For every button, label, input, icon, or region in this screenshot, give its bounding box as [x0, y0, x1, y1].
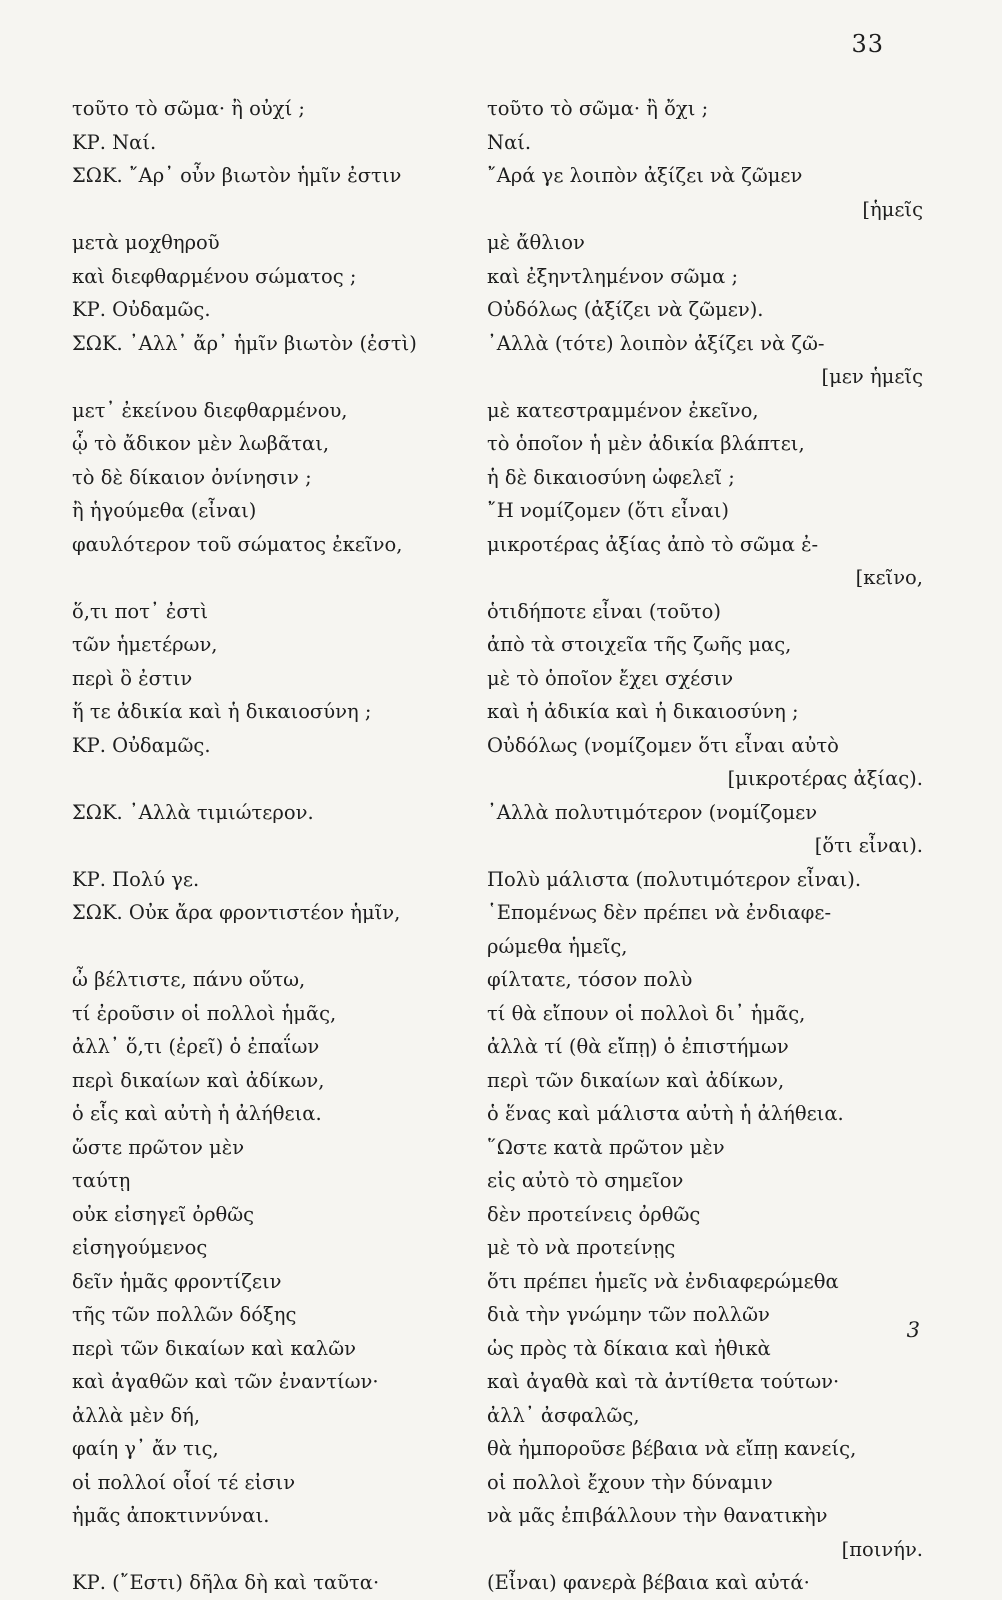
translation-line: καὶ ἀγαθὰ καὶ τὰ ἀντίθετα τούτων· — [487, 1370, 840, 1393]
text-line: φαυλότερον τοῦ σώματος ἐκεῖνο, — [72, 532, 403, 556]
translation-line: ρώμεθα ἡμεῖς, — [487, 934, 628, 958]
printer-signature: 3 — [906, 1318, 920, 1342]
translation-line: εἰς αὐτὸ τὸ σημεῖον — [487, 1169, 684, 1192]
text-line: ὦ βέλτιστε, πάνυ οὕτω, — [72, 968, 306, 991]
translation-line: καὶ ἐξηντλημένον σῶμα ; — [487, 264, 739, 288]
translation-line: [ποινήν. — [841, 1537, 923, 1561]
translation-line: ῎Αρά γε λοιπὸν ἀξίζει νὰ ζῶμεν — [487, 164, 803, 187]
text-line: περὶ δικαίων καὶ ἀδίκων, — [72, 1068, 325, 1092]
translation-line: ῎Η νομίζομεν (ὅτι εἶναι) — [487, 499, 730, 522]
text-line: οὐκ εἰσηγεῖ ὀρθῶς — [72, 1202, 255, 1226]
text-line: ΣΩΚ. ᾿Αλλὰ τιμιώτερον. — [72, 800, 314, 824]
text-line: τὸ δὲ δίκαιον ὀνίνησιν ; — [72, 465, 312, 489]
text-line — [72, 930, 492, 964]
text-line: ὅ,τι ποτ᾽ ἐστὶ — [72, 599, 209, 623]
text-line: ΣΩΚ. ᾿Αλλ᾽ ἄρ᾽ ἡμῖν βιωτὸν (ἐστὶ) — [72, 331, 417, 355]
text-line: περὶ τῶν δικαίων καὶ καλῶν — [72, 1336, 356, 1360]
text-line — [72, 762, 492, 796]
text-line: τί ἐροῦσιν οἱ πολλοὶ ἡμᾶς, — [72, 1001, 337, 1025]
translation-line: Οὐδόλως (νομίζομεν ὅτι εἶναι αὐτὸ — [487, 733, 839, 757]
text-line — [72, 360, 492, 394]
translation-line: [ὅτι εἶναι). — [814, 834, 923, 857]
translation-line: (Εἶναι) φανερὰ βέβαια καὶ αὐτά· — [487, 1571, 810, 1594]
text-line: ἥ τε ἀδικία καὶ ἡ δικαιοσύνη ; — [72, 700, 372, 723]
text-line: ἢ ἡγούμεθα (εἶναι) — [72, 499, 257, 522]
translation-line: τὸ ὁποῖον ἡ μὲν ἀδικία βλάπτει, — [487, 432, 805, 455]
translation-line: μὲ ἄθλιον — [487, 231, 585, 254]
text-line: καὶ διεφθαρμένου σώματος ; — [72, 264, 357, 288]
translation-line: τοῦτο τὸ σῶμα· ἢ ὄχι ; — [487, 97, 709, 120]
text-line: περὶ ὃ ἐστιν — [72, 666, 193, 690]
translation-line: μὲ κατεστραμμένον ἐκεῖνο, — [487, 398, 759, 422]
text-line — [72, 1533, 492, 1567]
translation-line: [μεν ἡμεῖς — [821, 365, 923, 388]
text-line: ᾧ τὸ ἄδικον μὲν λωβᾶται, — [72, 432, 330, 455]
translation-line: θὰ ἠμποροῦσε βέβαια νὰ εἴπῃ κανείς, — [487, 1437, 857, 1460]
text-line: ἀλλ᾽ ὅ,τι (ἐρεῖ) ὁ ἐπαΐων — [72, 1035, 320, 1058]
text-line — [72, 193, 492, 227]
translation-line: περὶ τῶν δικαίων καὶ ἀδίκων, — [487, 1068, 785, 1092]
translation-line: ῾Επομένως δὲν πρέπει νὰ ἐνδιαφε- — [487, 901, 832, 924]
translation-line: ἡ δὲ δικαιοσύνη ὠφελεῖ ; — [487, 465, 735, 489]
text-line — [72, 561, 492, 595]
translation-line: ὁτιδήποτε εἶναι (τοῦτο) — [487, 599, 721, 623]
text-line: ΣΩΚ. Οὐκ ἄρα φροντιστέον ἡμῖν, — [72, 901, 401, 924]
text-line: μετὰ μοχθηροῦ — [72, 231, 220, 254]
translation-line: Πολὺ μάλιστα (πολυτιμότερον εἶναι). — [487, 867, 862, 891]
text-line: τῆς τῶν πολλῶν δόξης — [72, 1303, 297, 1326]
text-line: δεῖν ἡμᾶς φροντίζειν — [72, 1269, 282, 1293]
text-line: ΚΡ. Ναί. — [72, 130, 157, 154]
translation-line: [ἡμεῖς — [862, 197, 923, 221]
text-line: ἡμᾶς ἀποκτιννύναι. — [72, 1504, 270, 1527]
text-line: τοῦτο τὸ σῶμα· ἢ οὐχί ; — [72, 97, 305, 120]
text-line: ὥστε πρῶτον μὲν — [72, 1135, 245, 1159]
translation-line: καὶ ἡ ἀδικία καὶ ἡ δικαιοσύνη ; — [487, 700, 799, 723]
translation-line: Οὐδόλως (ἀξίζει νὰ ζῶμεν). — [487, 298, 764, 321]
translation-line: ᾿Αλλὰ πολυτιμότερον (νομίζομεν — [487, 800, 818, 824]
translation-line: ὡς πρὸς τὰ δίκαια καὶ ἠθικὰ — [487, 1336, 771, 1360]
modern-greek-translation-column — [487, 92, 923, 1600]
translation-line: ὁ ἕνας καὶ μάλιστα αὐτὴ ἡ ἀλήθεια. — [487, 1102, 844, 1125]
translation-line: ᾿Αλλὰ (τότε) λοιπὸν ἀξίζει νὰ ζῶ- — [487, 331, 825, 355]
translation-line: Ναί. — [487, 130, 532, 154]
translation-line: τί θὰ εἴπουν οἱ πολλοὶ δι᾽ ἡμᾶς, — [487, 1001, 806, 1025]
text-line: φαίη γ᾽ ἄν τις, — [72, 1437, 219, 1460]
translation-line: νὰ μᾶς ἐπιβάλλουν τὴν θανατικὴν — [487, 1504, 828, 1527]
translation-line: διὰ τὴν γνώμην τῶν πολλῶν — [487, 1303, 770, 1326]
translation-line: φίλτατε, τόσον πολὺ — [487, 968, 693, 991]
translation-line: ἀπὸ τὰ στοιχεῖα τῆς ζωῆς μας, — [487, 633, 792, 656]
text-line: τῶν ἡμετέρων, — [72, 633, 218, 656]
translation-line: ἀλλὰ τί (θὰ εἴπῃ) ὁ ἐπιστήμων — [487, 1035, 789, 1058]
text-line: ΣΩΚ. ῎Αρ᾽ οὖν βιωτὸν ἡμῖν ἐστιν — [72, 164, 402, 187]
text-line: οἱ πολλοί οἷοί τέ εἰσιν — [72, 1470, 296, 1494]
translation-line: [κεῖνο, — [855, 566, 923, 589]
translation-line: ῞Ωστε κατὰ πρῶτον μὲν — [487, 1135, 725, 1159]
translation-line: μὲ τὸ νὰ προτείνῃς — [487, 1236, 676, 1259]
text-line: μετ᾽ ἐκείνου διεφθαρμένου, — [72, 398, 348, 422]
ancient-greek-column — [72, 92, 492, 1600]
text-line: καὶ ἀγαθῶν καὶ τῶν ἐναντίων· — [72, 1370, 379, 1393]
text-line: εἰσηγούμενος — [72, 1236, 208, 1259]
text-line: ΚΡ. (῎Εστι) δῆλα δὴ καὶ ταῦτα· — [72, 1571, 380, 1594]
text-line: ΚΡ. Οὐδαμῶς. — [72, 298, 211, 321]
translation-line: μικροτέρας ἀξίας ἀπὸ τὸ σῶμα ἐ- — [487, 532, 819, 556]
text-line: ὁ εἷς καὶ αὐτὴ ἡ ἀλήθεια. — [72, 1102, 322, 1125]
text-line: ΚΡ. Οὐδαμῶς. — [72, 733, 211, 757]
page-number: 33 — [851, 30, 884, 58]
text-line: ταύτῃ — [72, 1169, 131, 1192]
text-line: ΚΡ. Πολύ γε. — [72, 867, 200, 891]
text-line: ἀλλὰ μὲν δή, — [72, 1403, 201, 1427]
translation-line: μὲ τὸ ὁποῖον ἔχει σχέσιν — [487, 666, 734, 690]
text-line — [72, 829, 492, 863]
translation-line: οἱ πολλοὶ ἔχουν τὴν δύναμιν — [487, 1470, 773, 1494]
translation-line: ὅτι πρέπει ἡμεῖς νὰ ἐνδιαφερώμεθα — [487, 1269, 839, 1293]
translation-line: ἀλλ᾽ ἀσφαλῶς, — [487, 1403, 640, 1427]
translation-line: [μικροτέρας ἀξίας). — [727, 767, 923, 790]
translation-line: δὲν προτείνεις ὀρθῶς — [487, 1202, 701, 1226]
